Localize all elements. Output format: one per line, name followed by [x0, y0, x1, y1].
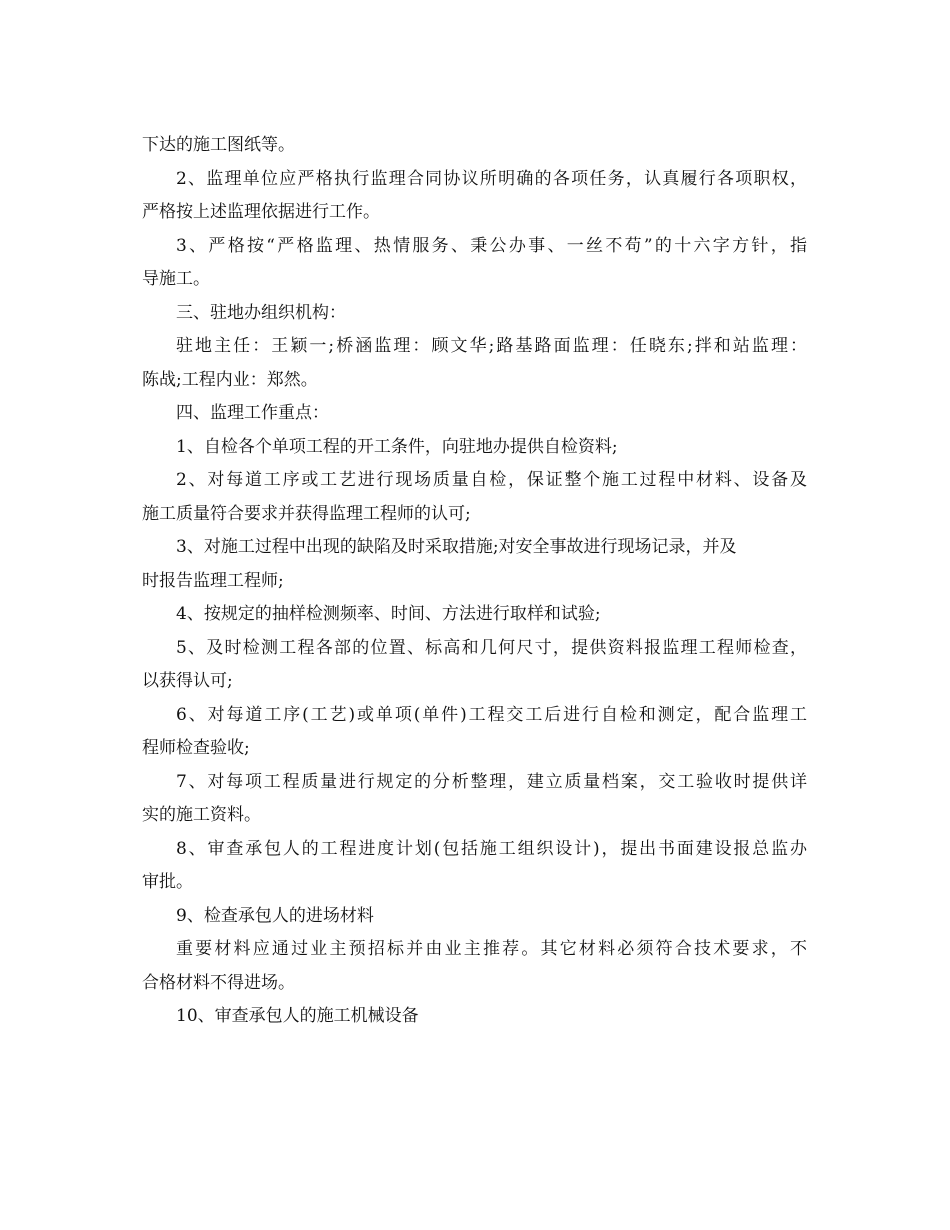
text-line: 严格按上述监理依据进行工作。	[142, 202, 380, 222]
text-line: 下达的施工图纸等。	[142, 135, 295, 155]
section-heading: 三、驻地办组织机构：	[176, 302, 346, 323]
text-line: 导施工。	[142, 269, 210, 289]
text-line: 1、自检各个单项工程的开工条件，向驻地办提供自检资料;	[176, 436, 618, 457]
text-line: 4、按规定的抽样检测频率、时间、方法进行取样和试验;	[176, 604, 601, 624]
text-line: 7、对每项工程质量进行规定的分析整理，建立质量档案，交工验收时提供详	[176, 771, 807, 792]
text-line: 8、审查承包人的工程进度计划(包括施工组织设计)，提出书面建设报总监办	[176, 838, 807, 859]
text-line: 时报告监理工程师;	[142, 570, 284, 591]
text-line: 2、监理单位应严格执行监理合同协议所明确的各项任务，认真履行各项职权，	[176, 168, 807, 189]
document-body	[142, 129, 807, 1034]
text-line: 实的施工资料。	[142, 805, 261, 825]
text-line: 10、审查承包人的施工机械设备	[176, 1006, 419, 1026]
text-line: 2、对每道工序或工艺进行现场质量自检，保证整个施工过程中材料、设备及	[176, 470, 807, 490]
text-line: 6、对每道工序(工艺)或单项(单件)工程交工后进行自检和测定，配合监理工	[176, 704, 808, 725]
text-line: 审批。	[142, 872, 193, 892]
section-heading: 四、监理工作重点：	[176, 403, 329, 423]
text-line: 5、及时检测工程各部的位置、标高和几何尺寸，提供资料报监理工程师检查，	[176, 637, 807, 658]
text-line: 以获得认可;	[142, 671, 233, 691]
text-line: 施工质量符合要求并获得监理工程师的认可;	[142, 503, 471, 524]
text-line: 重要材料应通过业主预招标并由业主推荐。其它材料必须符合技术要求，不	[176, 939, 807, 959]
text-line: 陈战;工程内业：郑然。	[142, 369, 318, 390]
text-line: 3、对施工过程中出现的缺陷及时采取措施;对安全事故进行现场记录，并及	[176, 537, 737, 557]
text-line: 3、严格按“严格监理、热情服务、秉公办事、一丝不苟”的十六字方针，指	[176, 235, 807, 256]
text-line: 驻地主任：王颖一;桥涵监理：顾文华;路基路面监理：任晓东;拌和站监理：	[176, 336, 807, 356]
text-line: 9、检查承包人的进场材料	[176, 905, 374, 926]
text-line: 程师检查验收;	[142, 738, 250, 758]
text-line: 合格材料不得进场。	[142, 972, 295, 993]
